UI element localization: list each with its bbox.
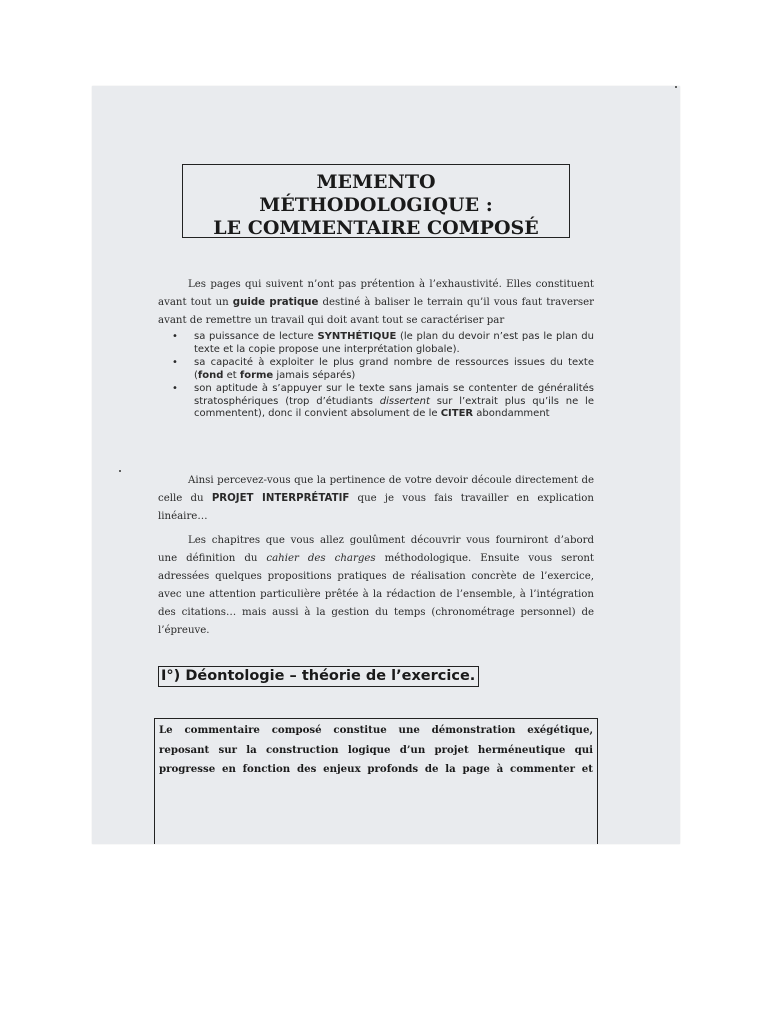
chapitres-italic: cahier des charges bbox=[266, 553, 376, 564]
definition-line-2: reposant sur la construction logique d’un projet herméneutique qui bbox=[159, 743, 593, 756]
title-box bbox=[182, 164, 570, 238]
intro-text-a: Les pages qui suivent n’ont pas prétention à l’exhaustivité. Elles constituent avant tout un bbox=[158, 279, 594, 308]
projet-text bbox=[158, 472, 594, 526]
intro-paragraph bbox=[158, 276, 594, 330]
title-line-2: MÉTHODOLOGIQUE : bbox=[259, 194, 493, 216]
bullet-3-bold: CITER bbox=[440, 408, 474, 419]
bullet-2-text-b: jamais séparés) bbox=[273, 369, 356, 381]
bullet-3-text-c: abondamment bbox=[473, 408, 550, 419]
chapitres-text-a: Les chapitres que vous allez goulûment découvrir vous fourniront d’abord une définition du bbox=[158, 535, 594, 564]
bullet-2-bold-1: fond bbox=[197, 369, 224, 381]
projet-paragraph bbox=[158, 472, 594, 526]
bullet-dot-icon: • bbox=[172, 331, 178, 342]
definition-line-1: Le commentaire composé constitue une démonstration exégétique, bbox=[159, 724, 593, 736]
intro-section bbox=[158, 276, 594, 422]
title-line-3: LE COMMENTAIRE COMPOSÉ bbox=[213, 217, 539, 239]
bullet-3-italic: dissertent bbox=[379, 395, 430, 407]
projet-text-b: que je vous fais travailler en explication linéaire… bbox=[158, 493, 594, 522]
criteria-item-citer bbox=[172, 383, 594, 421]
bullet-3-text-a: son aptitude à s’appuyer sur le texte sans jamais se contenter de généralités stratosphériques (trop d’étudiants bbox=[194, 383, 594, 407]
scan-speck bbox=[675, 86, 677, 88]
projet-bold: PROJET INTERPRÉTATIF bbox=[211, 493, 350, 504]
projet-text-a: Ainsi percevez-vous que la pertinence de votre devoir découle directement de celle du bbox=[158, 475, 594, 504]
section-heading: I°) Déontologie – théorie de l’exercice. bbox=[158, 666, 479, 687]
definition-box bbox=[154, 718, 598, 844]
criteria-list bbox=[158, 331, 594, 421]
definition-line-3: progresse en fonction des enjeux profonds de la page à commenter et bbox=[159, 763, 593, 775]
chapitres-text bbox=[158, 532, 594, 640]
scan-speck bbox=[119, 470, 121, 472]
bullet-2-bold-2: forme bbox=[239, 369, 274, 381]
criteria-item-ressources bbox=[172, 357, 594, 382]
intro-text-b: destiné à baliser le terrain qu’il vous faut traverser avant de remettre un travail qui doit avant tout se caractériser par bbox=[158, 297, 595, 326]
intro-bold: guide pratique bbox=[232, 297, 319, 308]
title-line-1: MEMENTO bbox=[316, 171, 436, 193]
scanned-page bbox=[92, 86, 680, 844]
bullet-2-text-a: sa capacité à exploiter le plus grand nombre de ressources issues du texte ( bbox=[194, 357, 594, 381]
criteria-item-synthetique bbox=[172, 331, 594, 356]
bullet-1-text-a: sa puissance de lecture bbox=[194, 331, 318, 342]
bullet-3-text-b: sur l’extrait plus qu’ils ne le commentent), donc il convient absolument de le bbox=[194, 395, 594, 419]
chapitres-paragraph bbox=[158, 532, 594, 640]
chapitres-text-b: méthodologique. Ensuite vous seront adressées quelques propositions pratiques de réalisation concrète de l’exercice, avec une attention particulière prêtée à la rédaction de l’ensemble, à l’intégration des citations… mais aussi à la gestion du temps (chronométrage personnel) de l’épreuve. bbox=[158, 553, 594, 636]
bullet-dot-icon: • bbox=[172, 383, 178, 394]
bullet-1-text-b: (le plan du devoir n’est pas le plan du texte et la copie propose une interprétation globale). bbox=[194, 331, 594, 355]
bullet-dot-icon: • bbox=[172, 357, 178, 368]
bullet-1-bold: SYNTHÉTIQUE bbox=[317, 331, 397, 342]
bullet-2-text-mid: et bbox=[223, 369, 240, 381]
